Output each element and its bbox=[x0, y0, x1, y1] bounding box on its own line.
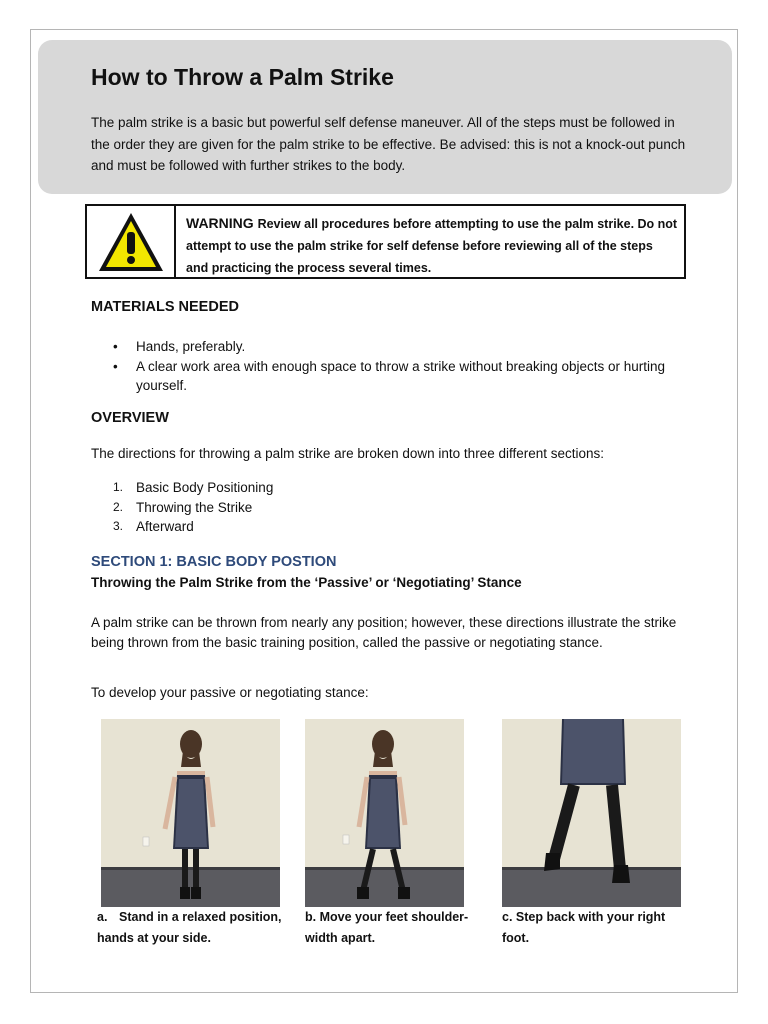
intro-paragraph: The palm strike is a basic but powerful self defense maneuver. All of the steps must be followed in the order they are given for the palm strike to be effective. Be advised: this is not a knock-out punch and must be followed with further strikes to the body. bbox=[91, 115, 686, 173]
list-item: • Hands, preferably. bbox=[113, 337, 673, 357]
warning-body: Review all procedures before attempting to use the palm strike. Do not attempt to use the palm strike for self defense before reviewing all of the steps and practicing the process several times. bbox=[186, 217, 678, 275]
warning-icon-cell bbox=[87, 206, 176, 277]
section1-instruction: To develop your passive or negotiating stance: bbox=[91, 685, 369, 700]
warning-triangle-icon bbox=[96, 210, 166, 274]
list-item bbox=[113, 478, 273, 498]
overview-heading: OVERVIEW bbox=[91, 410, 169, 426]
photo-stance-c bbox=[502, 719, 681, 907]
materials-list bbox=[113, 337, 673, 396]
step-number: 1. bbox=[113, 480, 124, 494]
warning-box bbox=[85, 204, 686, 279]
overview-text: The directions for throwing a palm strike are broken down into three different sections: bbox=[91, 446, 605, 461]
list-item bbox=[113, 517, 273, 537]
step-label: Basic Body Positioning bbox=[136, 480, 274, 495]
step-number: 3. bbox=[113, 519, 124, 533]
step-label: Afterward bbox=[136, 519, 194, 534]
photo-caption-b: b. Move your feet shoulder-width apart. bbox=[305, 910, 469, 945]
step-number: 2. bbox=[113, 499, 124, 514]
photo-stance-b bbox=[305, 719, 464, 907]
warning-text bbox=[186, 212, 678, 278]
photo-stance-a bbox=[101, 719, 280, 907]
list-item: • A clear work area with enough space to throw a strike without breaking objects or hurting yourself. bbox=[113, 357, 673, 396]
page-title: How to Throw a Palm Strike bbox=[91, 64, 394, 90]
section1-title: SECTION 1: BASIC BODY POSTION bbox=[91, 554, 337, 570]
overview-steps bbox=[113, 478, 273, 537]
section1-subtitle: Throwing the Palm Strike from the ‘Passive’ or ‘Negotiating’ Stance bbox=[91, 575, 522, 590]
photo-caption-a bbox=[97, 907, 287, 949]
warning-label: WARNING bbox=[186, 215, 258, 231]
photo-caption-c: c. Step back with your right foot. bbox=[502, 910, 666, 945]
caption-letter: a. bbox=[97, 910, 108, 924]
section1-paragraph: A palm strike can be thrown from nearly any position; however, these directions illustrate the strike being thrown from the basic training position, called the passive or negotiating stance. bbox=[91, 615, 677, 650]
list-item bbox=[113, 498, 273, 518]
materials-heading: MATERIALS NEEDED bbox=[91, 299, 239, 315]
step-label: Throwing the Strike bbox=[136, 499, 253, 515]
caption-text: Stand in a relaxed position, hands at your side. bbox=[97, 910, 282, 945]
